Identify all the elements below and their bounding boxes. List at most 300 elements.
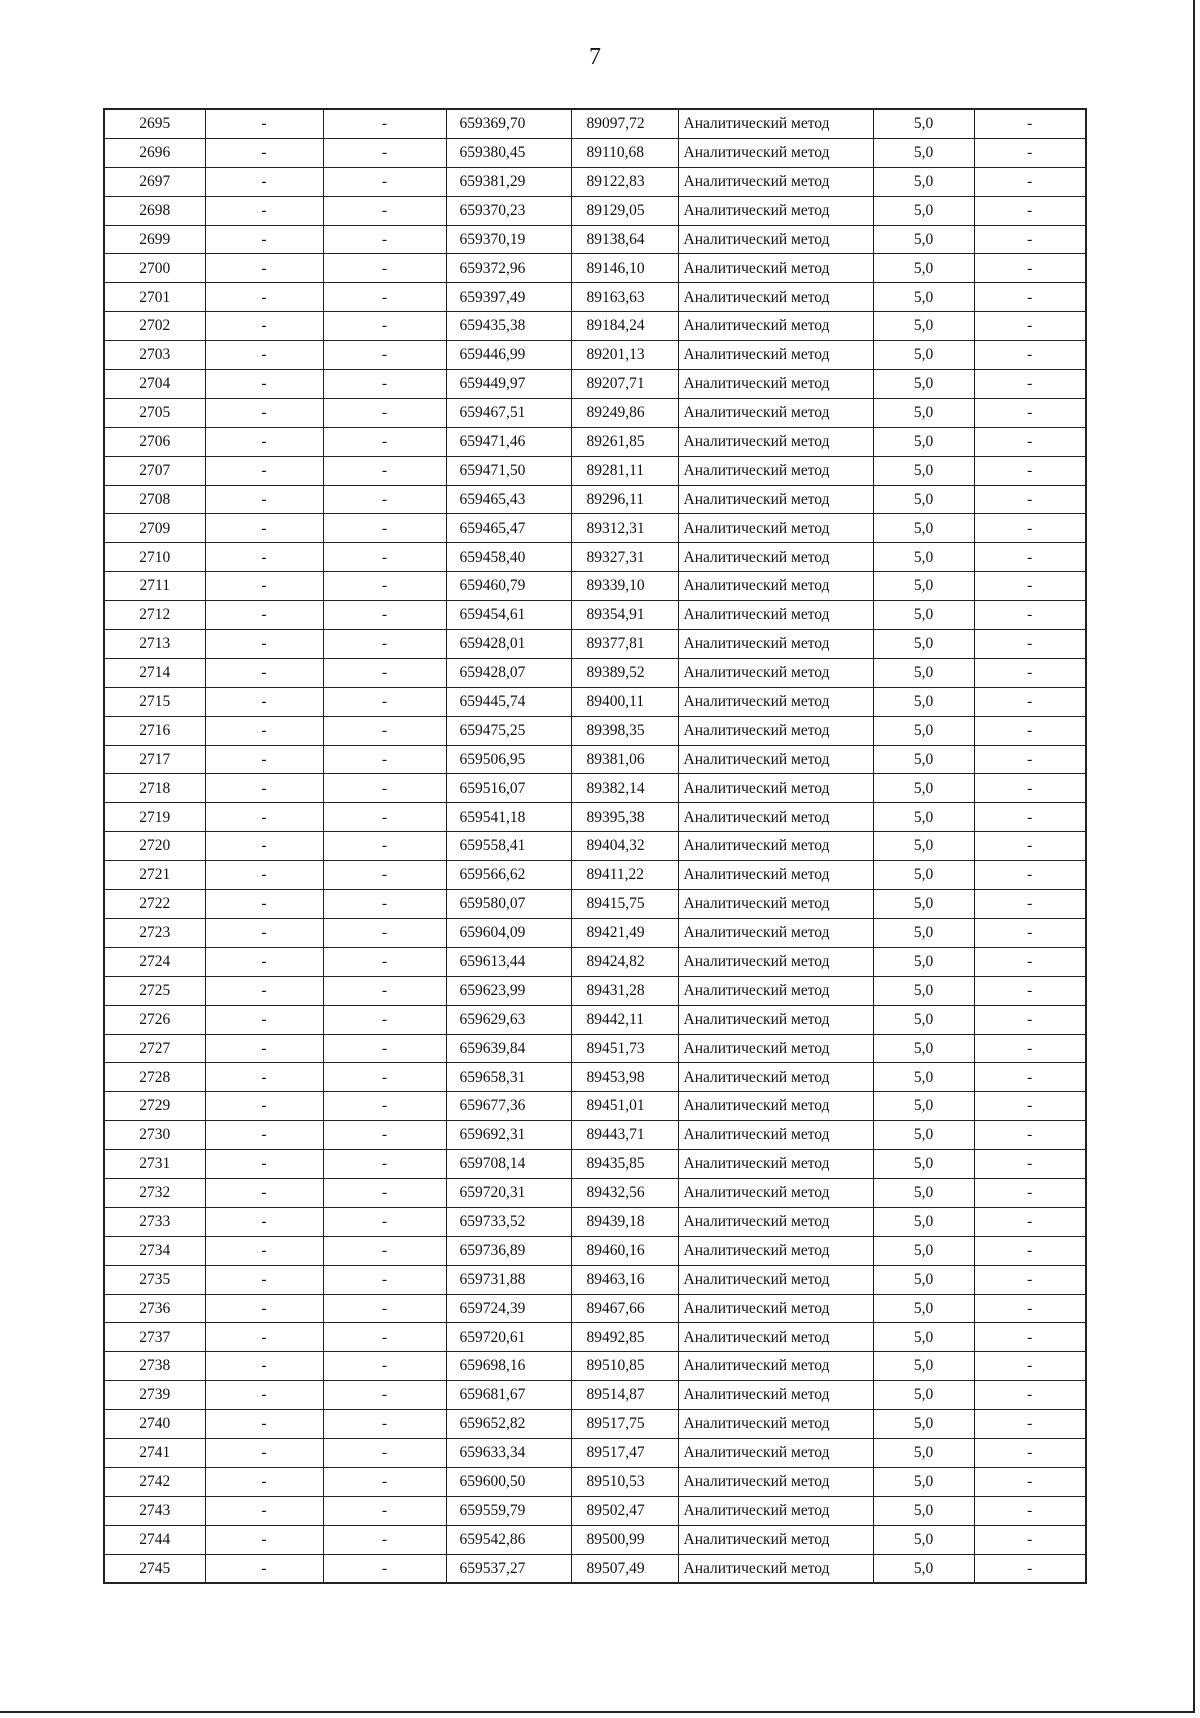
y-coordinate-cell: 89354,91: [571, 601, 678, 630]
table-row: [104, 803, 1086, 832]
description-cell: -: [974, 658, 1086, 687]
description-cell: -: [974, 370, 1086, 399]
method-cell: Аналитический метод: [678, 283, 873, 312]
point-number-cell: 2709: [104, 514, 205, 543]
accuracy-cell: 5,0: [873, 601, 974, 630]
old-y-cell: -: [323, 774, 446, 803]
table-row: [104, 1496, 1086, 1525]
old-y-cell: -: [323, 196, 446, 225]
description-cell: -: [974, 341, 1086, 370]
x-coordinate-cell: 659467,51: [446, 398, 571, 427]
table-row: [104, 341, 1086, 370]
table-row: [104, 1005, 1086, 1034]
point-number-cell: 2715: [104, 687, 205, 716]
table-row: [104, 976, 1086, 1005]
x-coordinate-cell: 659446,99: [446, 341, 571, 370]
table-row: [104, 1150, 1086, 1179]
point-number-cell: 2712: [104, 601, 205, 630]
old-y-cell: -: [323, 398, 446, 427]
point-number-cell: 2703: [104, 341, 205, 370]
accuracy-cell: 5,0: [873, 1178, 974, 1207]
old-y-cell: -: [323, 658, 446, 687]
y-coordinate-cell: 89249,86: [571, 398, 678, 427]
method-cell: Аналитический метод: [678, 1236, 873, 1265]
old-x-cell: -: [205, 543, 323, 572]
accuracy-cell: 5,0: [873, 803, 974, 832]
y-coordinate-cell: 89296,11: [571, 485, 678, 514]
old-x-cell: -: [205, 254, 323, 283]
y-coordinate-cell: 89432,56: [571, 1178, 678, 1207]
old-x-cell: -: [205, 1496, 323, 1525]
x-coordinate-cell: 659372,96: [446, 254, 571, 283]
accuracy-cell: 5,0: [873, 1525, 974, 1554]
x-coordinate-cell: 659604,09: [446, 918, 571, 947]
old-x-cell: -: [205, 890, 323, 919]
point-number-cell: 2697: [104, 167, 205, 196]
old-y-cell: -: [323, 1063, 446, 1092]
y-coordinate-cell: 89517,75: [571, 1410, 678, 1439]
old-y-cell: -: [323, 1410, 446, 1439]
description-cell: -: [974, 947, 1086, 976]
old-y-cell: -: [323, 485, 446, 514]
point-number-cell: 2745: [104, 1554, 205, 1583]
method-cell: Аналитический метод: [678, 918, 873, 947]
old-x-cell: -: [205, 225, 323, 254]
description-cell: -: [974, 745, 1086, 774]
description-cell: -: [974, 167, 1086, 196]
old-y-cell: -: [323, 687, 446, 716]
description-cell: -: [974, 1063, 1086, 1092]
old-x-cell: -: [205, 1236, 323, 1265]
accuracy-cell: 5,0: [873, 1381, 974, 1410]
point-number-cell: 2711: [104, 572, 205, 601]
description-cell: -: [974, 1034, 1086, 1063]
old-x-cell: -: [205, 1121, 323, 1150]
description-cell: -: [974, 398, 1086, 427]
point-number-cell: 2707: [104, 456, 205, 485]
y-coordinate-cell: 89339,10: [571, 572, 678, 601]
y-coordinate-cell: 89312,31: [571, 514, 678, 543]
point-number-cell: 2727: [104, 1034, 205, 1063]
y-coordinate-cell: 89443,71: [571, 1121, 678, 1150]
old-y-cell: -: [323, 745, 446, 774]
point-number-cell: 2732: [104, 1178, 205, 1207]
table-row: [104, 572, 1086, 601]
method-cell: Аналитический метод: [678, 1467, 873, 1496]
x-coordinate-cell: 659458,40: [446, 543, 571, 572]
old-x-cell: -: [205, 1554, 323, 1583]
x-coordinate-cell: 659428,01: [446, 630, 571, 659]
old-x-cell: -: [205, 630, 323, 659]
x-coordinate-cell: 659677,36: [446, 1092, 571, 1121]
table-row: [104, 398, 1086, 427]
method-cell: Аналитический метод: [678, 1438, 873, 1467]
x-coordinate-cell: 659435,38: [446, 312, 571, 341]
description-cell: -: [974, 1352, 1086, 1381]
x-coordinate-cell: 659720,31: [446, 1178, 571, 1207]
old-y-cell: -: [323, 832, 446, 861]
accuracy-cell: 5,0: [873, 543, 974, 572]
accuracy-cell: 5,0: [873, 630, 974, 659]
old-x-cell: -: [205, 687, 323, 716]
old-x-cell: -: [205, 1207, 323, 1236]
old-x-cell: -: [205, 1352, 323, 1381]
accuracy-cell: 5,0: [873, 1554, 974, 1583]
table-row: [104, 543, 1086, 572]
point-number-cell: 2708: [104, 485, 205, 514]
accuracy-cell: 5,0: [873, 1438, 974, 1467]
old-y-cell: -: [323, 1121, 446, 1150]
method-cell: Аналитический метод: [678, 1034, 873, 1063]
table-row: [104, 225, 1086, 254]
point-number-cell: 2729: [104, 1092, 205, 1121]
old-x-cell: -: [205, 745, 323, 774]
x-coordinate-cell: 659633,34: [446, 1438, 571, 1467]
point-number-cell: 2713: [104, 630, 205, 659]
point-number-cell: 2743: [104, 1496, 205, 1525]
x-coordinate-cell: 659613,44: [446, 947, 571, 976]
method-cell: Аналитический метод: [678, 398, 873, 427]
old-x-cell: -: [205, 803, 323, 832]
point-number-cell: 2700: [104, 254, 205, 283]
x-coordinate-cell: 659471,50: [446, 456, 571, 485]
x-coordinate-cell: 659542,86: [446, 1525, 571, 1554]
accuracy-cell: 5,0: [873, 745, 974, 774]
description-cell: -: [974, 976, 1086, 1005]
table-row: [104, 1092, 1086, 1121]
table-row: [104, 861, 1086, 890]
x-coordinate-cell: 659516,07: [446, 774, 571, 803]
method-cell: Аналитический метод: [678, 370, 873, 399]
accuracy-cell: 5,0: [873, 1496, 974, 1525]
y-coordinate-cell: 89382,14: [571, 774, 678, 803]
old-y-cell: -: [323, 716, 446, 745]
method-cell: Аналитический метод: [678, 976, 873, 1005]
x-coordinate-cell: 659460,79: [446, 572, 571, 601]
accuracy-cell: 5,0: [873, 370, 974, 399]
old-x-cell: -: [205, 312, 323, 341]
page-number: 7: [589, 44, 601, 70]
point-number-cell: 2742: [104, 1467, 205, 1496]
x-coordinate-cell: 659600,50: [446, 1467, 571, 1496]
description-cell: -: [974, 1323, 1086, 1352]
accuracy-cell: 5,0: [873, 1150, 974, 1179]
method-cell: Аналитический метод: [678, 1207, 873, 1236]
table-row: [104, 109, 1086, 138]
description-cell: -: [974, 774, 1086, 803]
table-row: [104, 1525, 1086, 1554]
method-cell: Аналитический метод: [678, 1294, 873, 1323]
description-cell: -: [974, 687, 1086, 716]
point-number-cell: 2710: [104, 543, 205, 572]
point-number-cell: 2722: [104, 890, 205, 919]
old-x-cell: -: [205, 456, 323, 485]
description-cell: -: [974, 1294, 1086, 1323]
description-cell: -: [974, 283, 1086, 312]
old-y-cell: -: [323, 138, 446, 167]
accuracy-cell: 5,0: [873, 890, 974, 919]
accuracy-cell: 5,0: [873, 572, 974, 601]
point-number-cell: 2730: [104, 1121, 205, 1150]
old-y-cell: -: [323, 514, 446, 543]
method-cell: Аналитический метод: [678, 1265, 873, 1294]
point-number-cell: 2696: [104, 138, 205, 167]
old-y-cell: -: [323, 1178, 446, 1207]
point-number-cell: 2714: [104, 658, 205, 687]
old-x-cell: -: [205, 1525, 323, 1554]
old-y-cell: -: [323, 225, 446, 254]
x-coordinate-cell: 659381,29: [446, 167, 571, 196]
method-cell: Аналитический метод: [678, 138, 873, 167]
accuracy-cell: 5,0: [873, 1034, 974, 1063]
method-cell: Аналитический метод: [678, 803, 873, 832]
accuracy-cell: 5,0: [873, 976, 974, 1005]
point-number-cell: 2699: [104, 225, 205, 254]
table-row: [104, 716, 1086, 745]
method-cell: Аналитический метод: [678, 1323, 873, 1352]
y-coordinate-cell: 89395,38: [571, 803, 678, 832]
method-cell: Аналитический метод: [678, 630, 873, 659]
point-number-cell: 2731: [104, 1150, 205, 1179]
accuracy-cell: 5,0: [873, 918, 974, 947]
y-coordinate-cell: 89381,06: [571, 745, 678, 774]
accuracy-cell: 5,0: [873, 716, 974, 745]
description-cell: -: [974, 1496, 1086, 1525]
point-number-cell: 2706: [104, 427, 205, 456]
description-cell: -: [974, 1265, 1086, 1294]
table-row: [104, 167, 1086, 196]
accuracy-cell: 5,0: [873, 1352, 974, 1381]
description-cell: -: [974, 1178, 1086, 1207]
point-number-cell: 2737: [104, 1323, 205, 1352]
table-row: [104, 370, 1086, 399]
point-number-cell: 2719: [104, 803, 205, 832]
point-number-cell: 2728: [104, 1063, 205, 1092]
table-row: [104, 630, 1086, 659]
y-coordinate-cell: 89281,11: [571, 456, 678, 485]
x-coordinate-cell: 659465,47: [446, 514, 571, 543]
y-coordinate-cell: 89517,47: [571, 1438, 678, 1467]
y-coordinate-cell: 89404,32: [571, 832, 678, 861]
old-y-cell: -: [323, 1381, 446, 1410]
point-number-cell: 2704: [104, 370, 205, 399]
old-y-cell: -: [323, 283, 446, 312]
old-x-cell: -: [205, 398, 323, 427]
table-row: [104, 687, 1086, 716]
x-coordinate-cell: 659558,41: [446, 832, 571, 861]
description-cell: -: [974, 572, 1086, 601]
old-x-cell: -: [205, 861, 323, 890]
old-x-cell: -: [205, 832, 323, 861]
table-row: [104, 1265, 1086, 1294]
old-x-cell: -: [205, 514, 323, 543]
old-y-cell: -: [323, 890, 446, 919]
method-cell: Аналитический метод: [678, 745, 873, 774]
y-coordinate-cell: 89492,85: [571, 1323, 678, 1352]
method-cell: Аналитический метод: [678, 1005, 873, 1034]
point-number-cell: 2716: [104, 716, 205, 745]
old-x-cell: -: [205, 1063, 323, 1092]
y-coordinate-cell: 89502,47: [571, 1496, 678, 1525]
table-row: [104, 1121, 1086, 1150]
x-coordinate-cell: 659465,43: [446, 485, 571, 514]
old-x-cell: -: [205, 370, 323, 399]
accuracy-cell: 5,0: [873, 427, 974, 456]
method-cell: Аналитический метод: [678, 1092, 873, 1121]
old-y-cell: -: [323, 427, 446, 456]
point-number-cell: 2701: [104, 283, 205, 312]
old-y-cell: -: [323, 1294, 446, 1323]
method-cell: Аналитический метод: [678, 225, 873, 254]
table-row: [104, 196, 1086, 225]
accuracy-cell: 5,0: [873, 1121, 974, 1150]
old-y-cell: -: [323, 1554, 446, 1583]
point-number-cell: 2736: [104, 1294, 205, 1323]
accuracy-cell: 5,0: [873, 485, 974, 514]
table-row: [104, 427, 1086, 456]
x-coordinate-cell: 659445,74: [446, 687, 571, 716]
y-coordinate-cell: 89507,49: [571, 1554, 678, 1583]
x-coordinate-cell: 659454,61: [446, 601, 571, 630]
old-x-cell: -: [205, 138, 323, 167]
description-cell: -: [974, 427, 1086, 456]
method-cell: Аналитический метод: [678, 427, 873, 456]
accuracy-cell: 5,0: [873, 254, 974, 283]
method-cell: Аналитический метод: [678, 1410, 873, 1439]
description-cell: -: [974, 312, 1086, 341]
old-x-cell: -: [205, 976, 323, 1005]
y-coordinate-cell: 89510,53: [571, 1467, 678, 1496]
description-cell: -: [974, 861, 1086, 890]
old-x-cell: -: [205, 1467, 323, 1496]
y-coordinate-cell: 89510,85: [571, 1352, 678, 1381]
point-number-cell: 2721: [104, 861, 205, 890]
x-coordinate-cell: 659639,84: [446, 1034, 571, 1063]
old-y-cell: -: [323, 370, 446, 399]
method-cell: Аналитический метод: [678, 1381, 873, 1410]
old-x-cell: -: [205, 1150, 323, 1179]
description-cell: -: [974, 918, 1086, 947]
description-cell: -: [974, 225, 1086, 254]
method-cell: Аналитический метод: [678, 485, 873, 514]
point-number-cell: 2695: [104, 109, 205, 138]
table-row: [104, 1323, 1086, 1352]
old-x-cell: -: [205, 918, 323, 947]
x-coordinate-cell: 659692,31: [446, 1121, 571, 1150]
old-x-cell: -: [205, 774, 323, 803]
method-cell: Аналитический метод: [678, 890, 873, 919]
old-y-cell: -: [323, 1005, 446, 1034]
y-coordinate-cell: 89122,83: [571, 167, 678, 196]
x-coordinate-cell: 659698,16: [446, 1352, 571, 1381]
accuracy-cell: 5,0: [873, 1265, 974, 1294]
point-number-cell: 2720: [104, 832, 205, 861]
x-coordinate-cell: 659720,61: [446, 1323, 571, 1352]
y-coordinate-cell: 89442,11: [571, 1005, 678, 1034]
x-coordinate-cell: 659475,25: [446, 716, 571, 745]
table-row: [104, 918, 1086, 947]
accuracy-cell: 5,0: [873, 1410, 974, 1439]
point-number-cell: 2724: [104, 947, 205, 976]
description-cell: -: [974, 1554, 1086, 1583]
old-y-cell: -: [323, 456, 446, 485]
old-x-cell: -: [205, 1178, 323, 1207]
old-x-cell: -: [205, 427, 323, 456]
old-y-cell: -: [323, 918, 446, 947]
x-coordinate-cell: 659541,18: [446, 803, 571, 832]
old-y-cell: -: [323, 1467, 446, 1496]
y-coordinate-cell: 89439,18: [571, 1207, 678, 1236]
x-coordinate-cell: 659658,31: [446, 1063, 571, 1092]
description-cell: -: [974, 1236, 1086, 1265]
point-number-cell: 2741: [104, 1438, 205, 1467]
description-cell: -: [974, 1207, 1086, 1236]
old-y-cell: -: [323, 1525, 446, 1554]
old-y-cell: -: [323, 1092, 446, 1121]
method-cell: Аналитический метод: [678, 601, 873, 630]
point-number-cell: 2698: [104, 196, 205, 225]
description-cell: -: [974, 456, 1086, 485]
old-x-cell: -: [205, 1294, 323, 1323]
old-x-cell: -: [205, 658, 323, 687]
table-row: [104, 1410, 1086, 1439]
y-coordinate-cell: 89261,85: [571, 427, 678, 456]
table-row: [104, 658, 1086, 687]
y-coordinate-cell: 89184,24: [571, 312, 678, 341]
y-coordinate-cell: 89138,64: [571, 225, 678, 254]
table-row: [104, 1034, 1086, 1063]
x-coordinate-cell: 659449,97: [446, 370, 571, 399]
x-coordinate-cell: 659428,07: [446, 658, 571, 687]
old-x-cell: -: [205, 1092, 323, 1121]
description-cell: -: [974, 1467, 1086, 1496]
point-number-cell: 2725: [104, 976, 205, 1005]
y-coordinate-cell: 89201,13: [571, 341, 678, 370]
y-coordinate-cell: 89421,49: [571, 918, 678, 947]
old-y-cell: -: [323, 1438, 446, 1467]
y-coordinate-cell: 89467,66: [571, 1294, 678, 1323]
method-cell: Аналитический метод: [678, 1554, 873, 1583]
method-cell: Аналитический метод: [678, 658, 873, 687]
point-number-cell: 2733: [104, 1207, 205, 1236]
method-cell: Аналитический метод: [678, 861, 873, 890]
point-number-cell: 2702: [104, 312, 205, 341]
y-coordinate-cell: 89453,98: [571, 1063, 678, 1092]
accuracy-cell: 5,0: [873, 1063, 974, 1092]
description-cell: -: [974, 196, 1086, 225]
old-x-cell: -: [205, 947, 323, 976]
description-cell: -: [974, 543, 1086, 572]
old-x-cell: -: [205, 1381, 323, 1410]
old-y-cell: -: [323, 167, 446, 196]
old-y-cell: -: [323, 1265, 446, 1294]
description-cell: -: [974, 1410, 1086, 1439]
description-cell: -: [974, 803, 1086, 832]
accuracy-cell: 5,0: [873, 861, 974, 890]
old-x-cell: -: [205, 1410, 323, 1439]
y-coordinate-cell: 89451,73: [571, 1034, 678, 1063]
point-number-cell: 2744: [104, 1525, 205, 1554]
accuracy-cell: 5,0: [873, 514, 974, 543]
x-coordinate-cell: 659506,95: [446, 745, 571, 774]
y-coordinate-cell: 89411,22: [571, 861, 678, 890]
description-cell: -: [974, 832, 1086, 861]
x-coordinate-cell: 659623,99: [446, 976, 571, 1005]
method-cell: Аналитический метод: [678, 774, 873, 803]
old-x-cell: -: [205, 601, 323, 630]
point-number-cell: 2739: [104, 1381, 205, 1410]
accuracy-cell: 5,0: [873, 456, 974, 485]
